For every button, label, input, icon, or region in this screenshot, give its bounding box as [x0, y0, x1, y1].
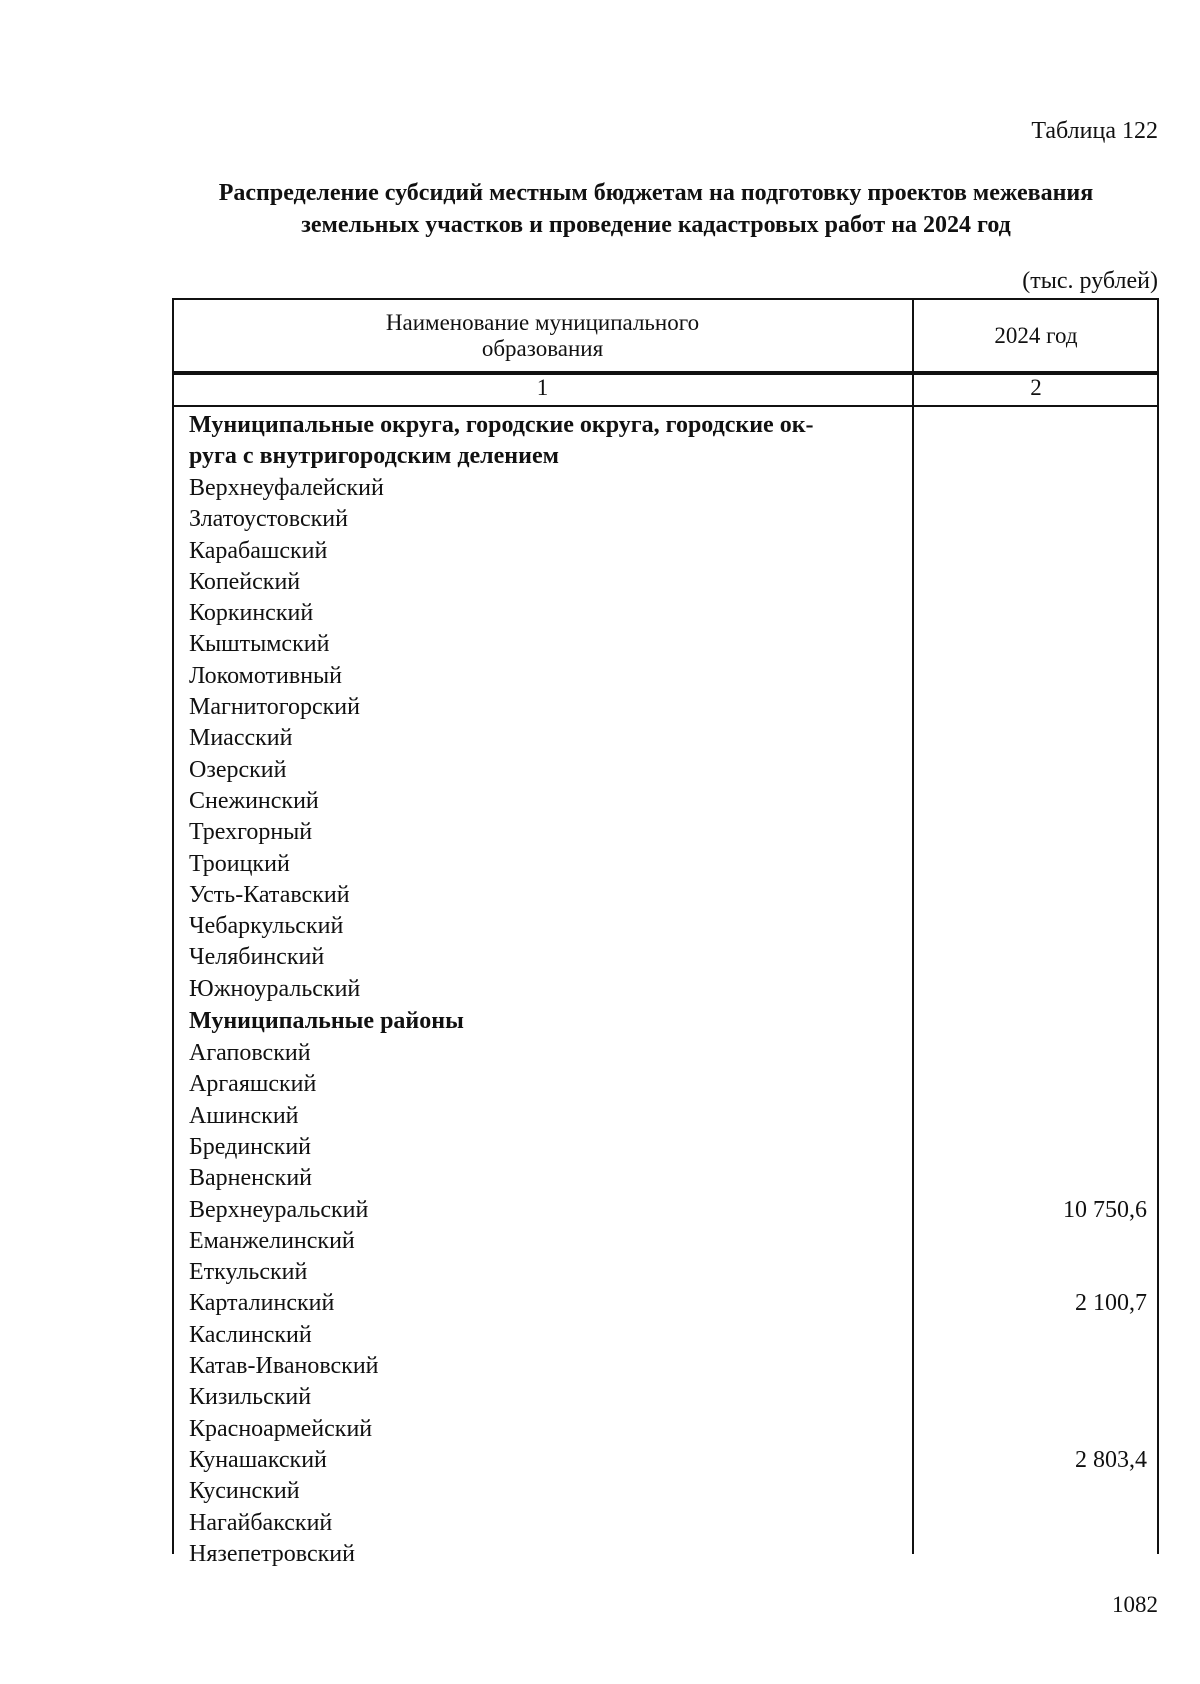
- table-row: [172, 910, 1159, 941]
- page-number: 1082: [1112, 1592, 1158, 1617]
- table-row: [172, 1037, 1159, 1068]
- row-name: Троицкий: [189, 850, 290, 877]
- table-top-border: [172, 298, 1159, 300]
- table-row: [172, 1475, 1159, 1506]
- table-row: [172, 1131, 1159, 1162]
- table-row: [172, 472, 1159, 503]
- row-name: Карталинский: [189, 1290, 335, 1317]
- section-heading-line-2: руга с внутригородским делением: [189, 443, 559, 469]
- table-row: [172, 660, 1159, 691]
- row-name: Усть-Катавский: [189, 881, 350, 908]
- table-row: [172, 628, 1159, 659]
- row-name: Магнитогорский: [189, 694, 360, 721]
- title-line-2: земельных участков и проведение кадастровых работ на 2024 год: [301, 212, 1011, 238]
- table-row: [172, 1287, 1159, 1318]
- section-heading-line-1: Муниципальные округа, городские округа, городские ок-: [189, 412, 814, 438]
- row-value: 2 100,7: [1075, 1290, 1147, 1317]
- row-name: Красноармейский: [189, 1415, 373, 1442]
- row-name: Кунашакский: [189, 1446, 327, 1473]
- table-row: [172, 848, 1159, 879]
- table-row: [172, 503, 1159, 534]
- column-number-1: 1: [536, 375, 549, 400]
- row-name: Нагайбакский: [189, 1509, 333, 1536]
- row-name: Нязепетровский: [189, 1540, 355, 1567]
- table-row: [172, 566, 1159, 597]
- title-line-1: Распределение субсидий местным бюджетам на подготовку проектов межевания: [218, 180, 1094, 206]
- table-row: [172, 1350, 1159, 1381]
- row-name: Златоустовский: [189, 506, 348, 533]
- row-name: Южноуральский: [189, 975, 361, 1002]
- units-label: (тыс. рублей): [1022, 268, 1158, 294]
- table-row: [172, 597, 1159, 628]
- row-name: Снежинский: [189, 787, 319, 814]
- document-title: [150, 177, 1162, 241]
- row-name: Каслинский: [189, 1321, 312, 1348]
- table-row: [172, 1413, 1159, 1444]
- row-name: Верхнеуральский: [189, 1196, 369, 1223]
- section-heading-okruga: [172, 408, 899, 472]
- table-row: [172, 1381, 1159, 1412]
- table-row: [172, 1319, 1159, 1350]
- row-name: Кизильский: [189, 1384, 312, 1411]
- header-col-name-line-1: Наименование муниципального: [385, 310, 700, 335]
- row-name: Агаповский: [189, 1040, 311, 1067]
- header-col-year: 2024 год: [994, 323, 1078, 348]
- table-number: Таблица 122: [1031, 118, 1158, 144]
- table-row: [172, 1225, 1159, 1256]
- table-body: [172, 408, 1159, 1569]
- row-name: Еткульский: [189, 1259, 308, 1286]
- table-row: [172, 816, 1159, 847]
- row-name: Катав-Ивановский: [189, 1353, 379, 1380]
- subsidy-table: [172, 298, 1159, 1567]
- row-name: Кыштымский: [189, 631, 330, 658]
- header-col-name: [172, 310, 913, 362]
- row-name: Трехгорный: [189, 819, 313, 846]
- table-row: [172, 754, 1159, 785]
- row-name: Карабашский: [189, 537, 328, 564]
- row-name: Аргаяшский: [189, 1071, 317, 1098]
- row-value: 2 803,4: [1075, 1446, 1147, 1473]
- table-row: [172, 879, 1159, 910]
- table-row: [172, 1162, 1159, 1193]
- table-row: [172, 1100, 1159, 1131]
- table-row: [172, 722, 1159, 753]
- table-row: [172, 1256, 1159, 1287]
- numbering-row-border: [172, 405, 1159, 407]
- table-row: [172, 973, 1159, 1004]
- row-name: Челябинский: [189, 944, 325, 971]
- table-row: [172, 535, 1159, 566]
- row-name: Миасский: [189, 725, 293, 752]
- row-name: Еманжелинский: [189, 1227, 355, 1254]
- row-name: Озерский: [189, 756, 287, 783]
- row-name: Локомотивный: [189, 662, 343, 689]
- table-row: [172, 1194, 1159, 1225]
- row-name: Коркинский: [189, 600, 314, 627]
- section-heading-raiony: Муниципальные районы: [189, 1008, 464, 1035]
- table-row: [172, 1538, 1159, 1569]
- table-row: [172, 1068, 1159, 1099]
- table-row: [172, 1444, 1159, 1475]
- row-name: Верхнеуфалейский: [189, 475, 384, 501]
- row-name: Копейский: [189, 568, 301, 595]
- table-row: [172, 785, 1159, 816]
- table-row: [172, 691, 1159, 722]
- column-number-2: 2: [1030, 375, 1042, 400]
- row-name: Кусинский: [189, 1478, 300, 1505]
- row-name: Чебаркульский: [189, 913, 344, 940]
- header-col-name-line-2: образования: [481, 336, 604, 361]
- table-row: [172, 941, 1159, 972]
- row-name: Ашинский: [189, 1102, 299, 1129]
- row-value: 10 750,6: [1063, 1196, 1147, 1223]
- row-name: Варненский: [189, 1165, 312, 1192]
- row-name: Брединский: [189, 1133, 312, 1160]
- table-row: [172, 1507, 1159, 1538]
